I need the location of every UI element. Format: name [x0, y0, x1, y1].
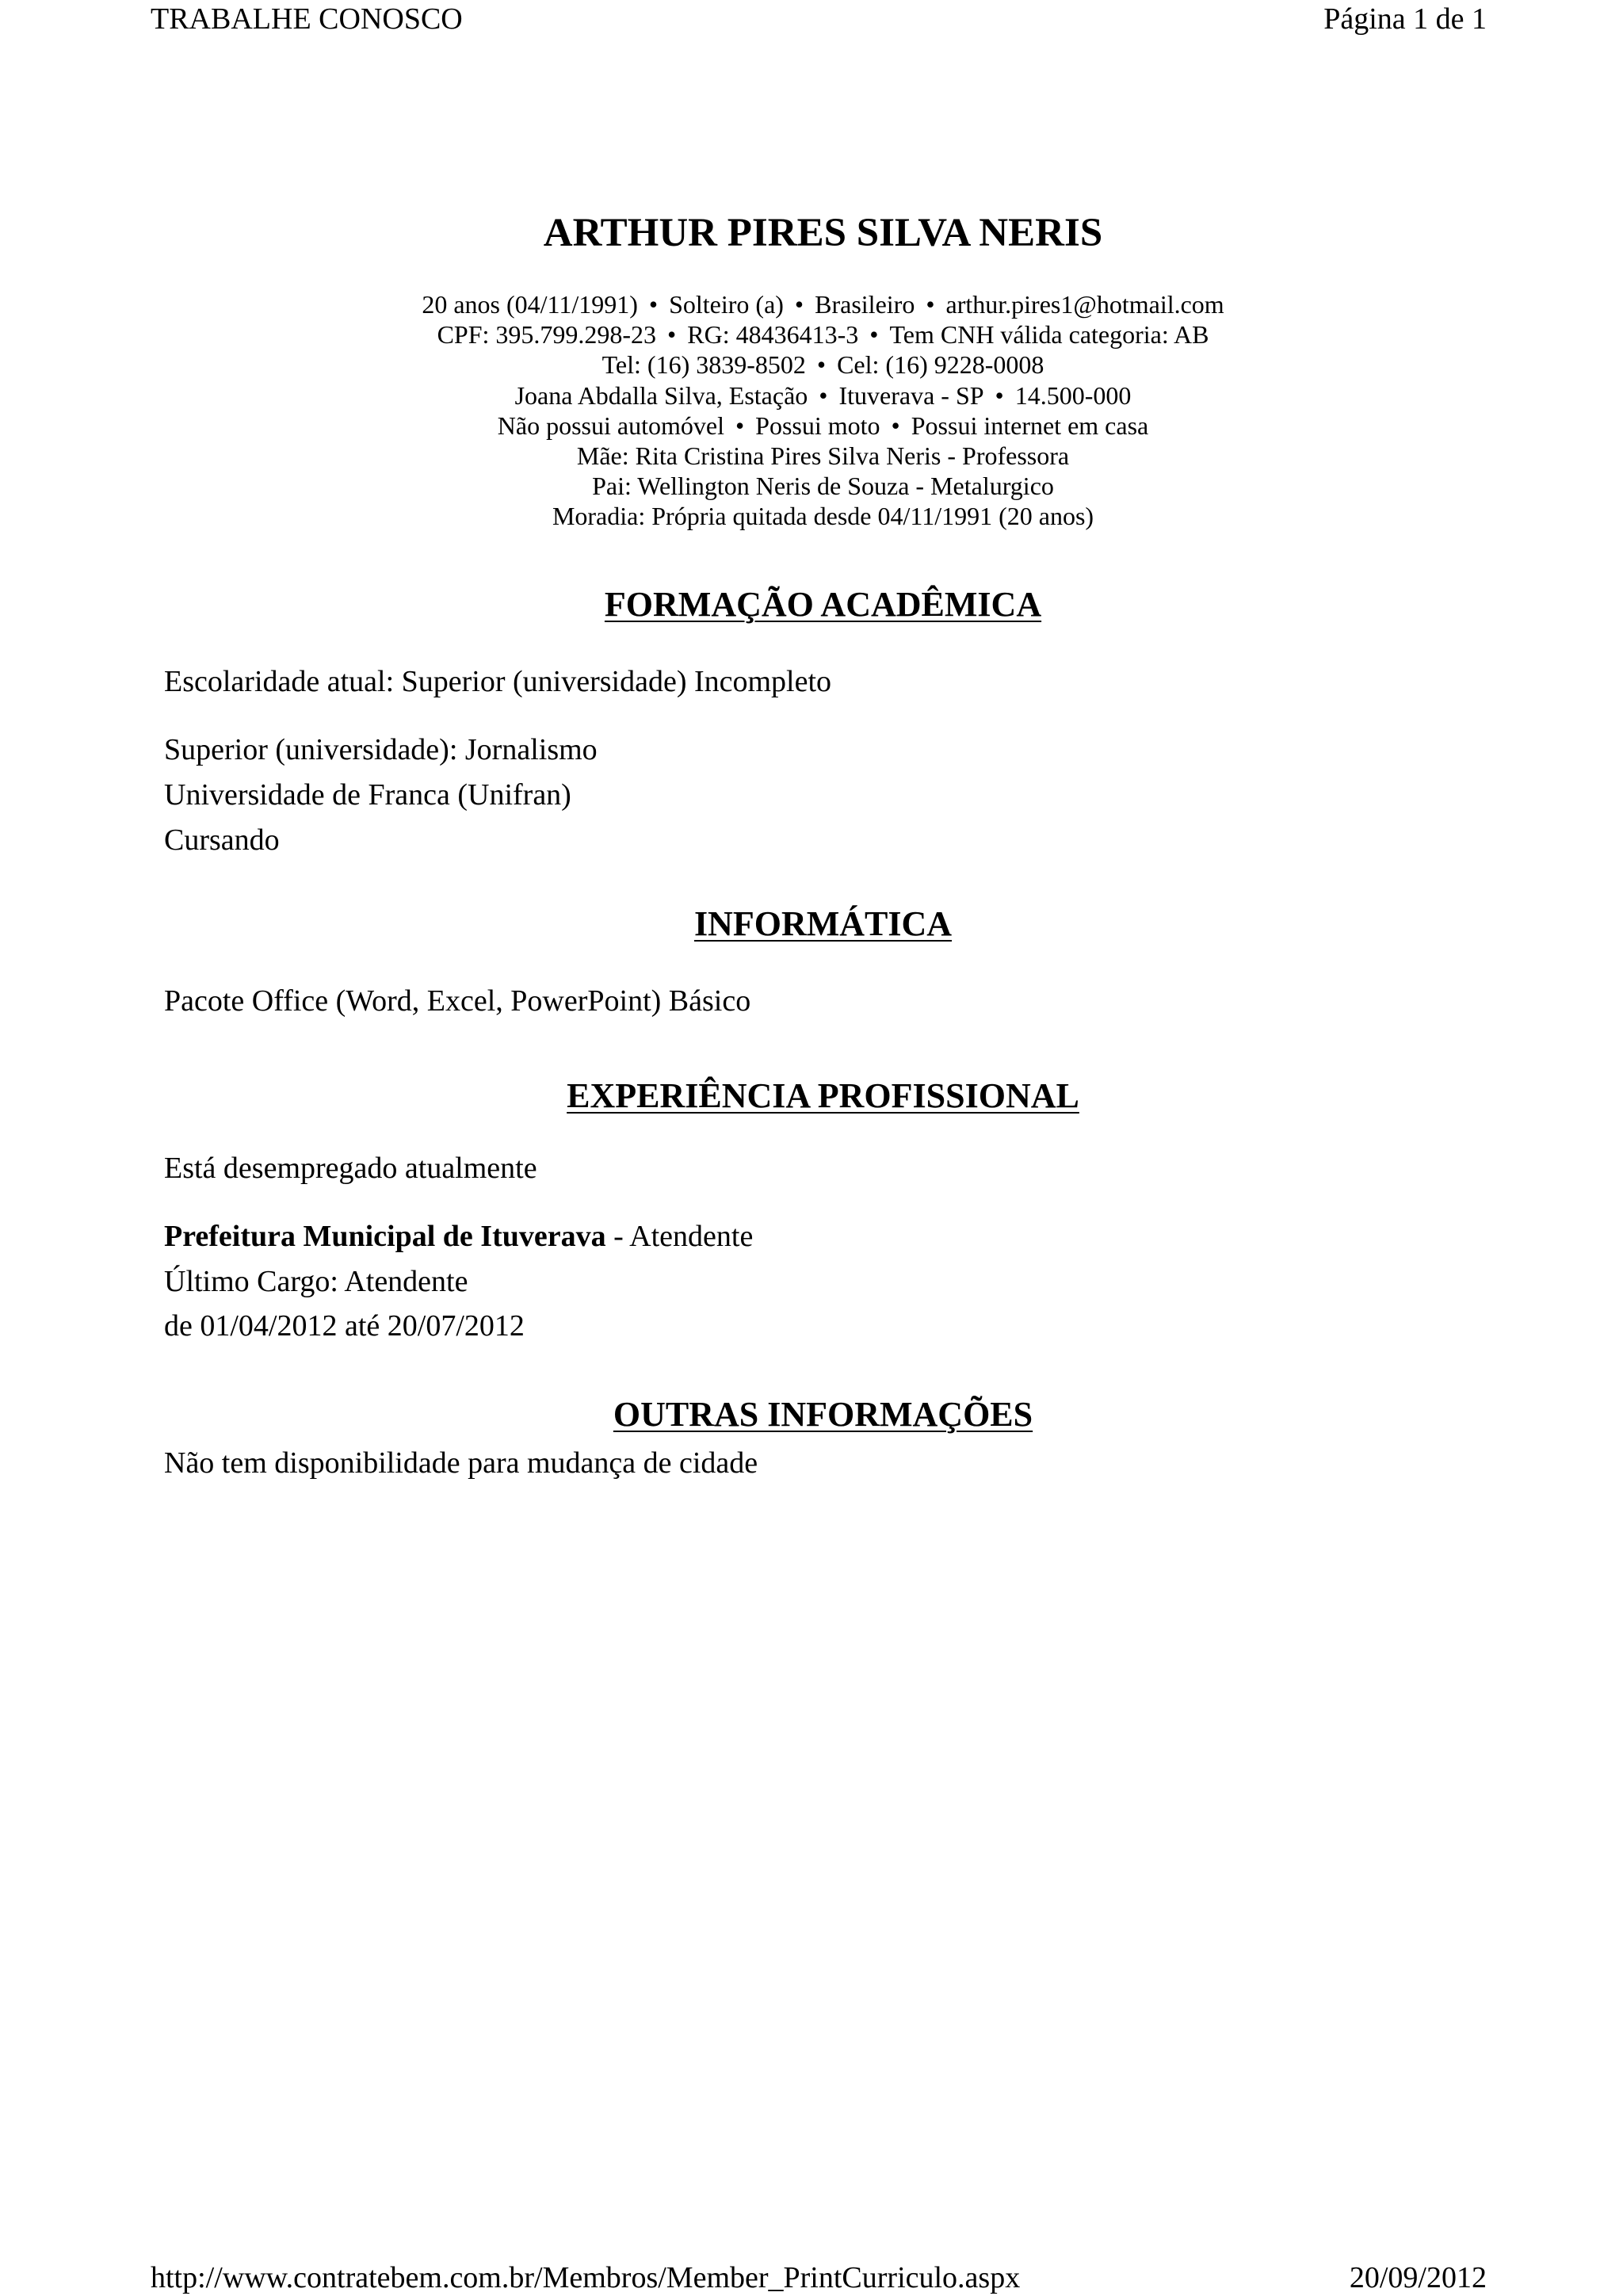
empresa-line	[164, 1214, 753, 1259]
section-title-formacao	[0, 584, 1623, 625]
bullet-separator: •	[995, 380, 1004, 410]
personal-info-item: Joana Abdalla Silva, Estação	[514, 380, 808, 410]
personal-info-line	[0, 471, 1623, 501]
bullet-separator: •	[667, 320, 677, 350]
section-title-outras-text: OUTRAS INFORMAÇÕES	[613, 1395, 1033, 1434]
personal-info-item: Possui internet em casa	[911, 411, 1149, 440]
ultimo-cargo-line: Último Cargo: Atendente	[164, 1265, 468, 1298]
section-title-experiencia	[0, 1075, 1623, 1117]
personal-info-item: CPF: 395.799.298-23	[437, 320, 657, 350]
empresa-name: Prefeitura Municipal de Ituverava	[164, 1220, 606, 1253]
candidate-name: ARTHUR PIRES SILVA NERIS	[543, 211, 1103, 255]
personal-info-item: arthur.pires1@hotmail.com	[945, 290, 1224, 319]
section-title-experiencia-text: EXPERIÊNCIA PROFISSIONAL	[567, 1076, 1079, 1115]
bullet-separator: •	[735, 411, 745, 440]
footer-url: http://www.contratebem.com.br/Membros/Member_PrintCurriculo.aspx	[151, 2261, 1021, 2294]
personal-info-line	[0, 380, 1623, 411]
personal-info-line	[0, 411, 1623, 441]
personal-info-item: Não possui automóvel	[497, 411, 724, 440]
personal-info-line	[0, 501, 1623, 531]
personal-info-line	[0, 319, 1623, 350]
page-header-title: TRABALHE CONOSCO	[151, 2, 463, 36]
personal-info-item: RG: 48436413-3	[687, 320, 859, 350]
personal-info-item: Mãe: Rita Cristina Pires Silva Neris - Professora	[576, 441, 1070, 471]
escolaridade-line: Escolaridade atual: Superior (universidade) Incompleto	[164, 665, 832, 698]
personal-info-line	[0, 289, 1623, 319]
footer-date: 20/09/2012	[1349, 2261, 1487, 2294]
personal-info-item: Solteiro (a)	[669, 290, 784, 319]
bullet-separator: •	[891, 411, 900, 440]
personal-info-item: 20 anos (04/11/1991)	[422, 290, 638, 319]
curso-line: Superior (universidade): Jornalismo	[164, 733, 598, 766]
personal-info-item: Tem CNH válida categoria: AB	[889, 320, 1209, 350]
bullet-separator: •	[816, 350, 827, 380]
situacao-line: Está desempregado atualmente	[164, 1152, 537, 1185]
empresa-cargo: - Atendente	[605, 1220, 754, 1253]
section-title-formacao-text: FORMAÇÃO ACADÊMICA	[604, 585, 1042, 624]
instituicao-line: Universidade de Franca (Unifran)	[164, 778, 571, 812]
section-title-outras	[0, 1394, 1623, 1435]
personal-info-item: Brasileiro	[815, 290, 915, 319]
section-title-informatica-text: INFORMÁTICA	[693, 904, 953, 943]
personal-info-item: Pai: Wellington Neris de Souza - Metalurgico	[592, 472, 1054, 501]
personal-info-line	[0, 441, 1623, 471]
bullet-separator: •	[819, 380, 828, 410]
bullet-separator: •	[869, 320, 879, 350]
personal-info	[0, 289, 1623, 532]
personal-info-item: Ituverava - SP	[838, 380, 984, 410]
personal-info-line	[0, 350, 1623, 380]
informatica-item: Pacote Office (Word, Excel, PowerPoint) Básico	[164, 984, 751, 1018]
periodo-line: de 01/04/2012 até 20/07/2012	[164, 1309, 525, 1343]
bullet-separator: •	[794, 290, 804, 319]
personal-info-item: 14.500-000	[1014, 380, 1132, 410]
section-title-informatica	[0, 904, 1623, 945]
bullet-separator: •	[648, 290, 659, 319]
personal-info-item: Tel: (16) 3839-8502	[601, 350, 806, 380]
outras-item: Não tem disponibilidade para mudança de cidade	[164, 1446, 758, 1480]
curso-status-line: Cursando	[164, 823, 280, 857]
page-number: Página 1 de 1	[1323, 2, 1487, 36]
personal-info-item: Cel: (16) 9228-0008	[837, 350, 1044, 380]
bullet-separator: •	[926, 290, 935, 319]
personal-info-item: Possui moto	[755, 411, 880, 440]
personal-info-item: Moradia: Própria quitada desde 04/11/1991 (20 anos)	[552, 502, 1094, 531]
